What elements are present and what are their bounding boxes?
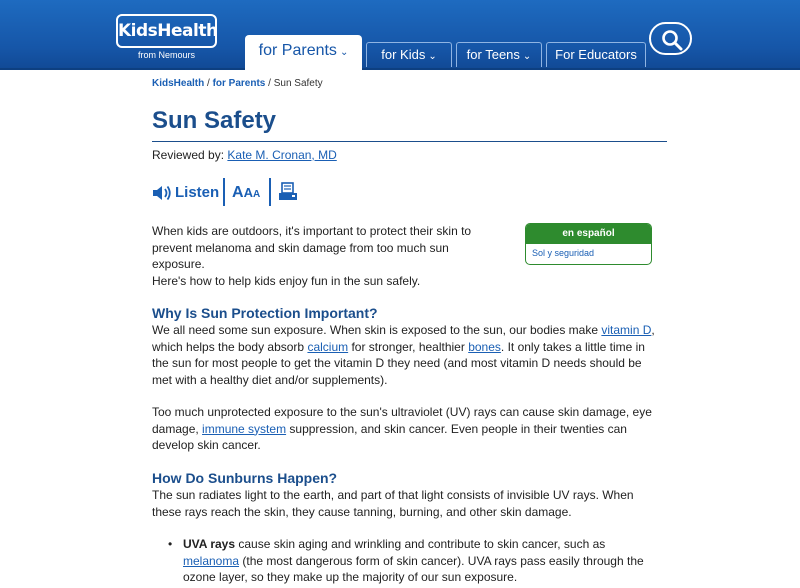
paragraph-uv-rays: The sun radiates light to the earth, and part of that light consists of invisible UV rays. When these rays reach the skin, they cause tanning, burning, and other skin damage. xyxy=(152,488,634,519)
link-vitamin-d[interactable]: vitamin D xyxy=(601,323,652,337)
text: Too much unprotected exposure to the sun's ultraviolet (UV) rays can cause skin damage, eye damage, xyxy=(152,405,652,436)
reviewed-by xyxy=(152,148,337,162)
text-size-button[interactable] xyxy=(232,184,260,202)
section-heading-why: Why Is Sun Protection Important? xyxy=(152,305,378,321)
text: . It only takes a little time in the sun for most people to get the vitamin D they need (and most vitamin D needs should be met with a healthy diet and/or supplements). xyxy=(152,339,645,387)
breadcrumb-for-parents[interactable]: for Parents xyxy=(212,78,266,89)
section-heading-sunburns: How Do Sunburns Happen? xyxy=(152,470,338,486)
breadcrumb-separator: / xyxy=(268,78,271,89)
search-icon xyxy=(661,29,683,51)
spanish-version-box xyxy=(525,223,652,265)
breadcrumb xyxy=(152,78,323,89)
logo-text: KidsHealth xyxy=(118,21,218,41)
reviewer-link[interactable]: Kate M. Cronan, MD xyxy=(227,148,337,162)
speaker-icon xyxy=(152,184,174,202)
breadcrumb-current: Sun Safety xyxy=(273,78,323,89)
tab-for-teens[interactable] xyxy=(456,42,542,67)
uv-types-list xyxy=(168,536,662,586)
breadcrumb-separator: / xyxy=(207,78,210,89)
reviewed-label: Reviewed by: xyxy=(152,148,225,162)
logo-subtitle: from Nemours xyxy=(138,50,196,60)
text: cause skin aging and wrinkling and contribute to skin cancer, such as xyxy=(235,537,606,551)
title-divider xyxy=(152,141,667,142)
spanish-heading: en español xyxy=(526,224,651,244)
print-icon xyxy=(278,182,298,202)
text-size-small: A xyxy=(252,189,261,200)
listen-label: Listen xyxy=(175,184,220,201)
tool-divider xyxy=(223,178,225,206)
search-button[interactable] xyxy=(649,22,692,55)
tool-divider xyxy=(269,178,271,206)
text-size-large: A xyxy=(232,184,244,201)
paragraph-vitamin-d xyxy=(152,322,662,388)
list-item xyxy=(168,536,662,586)
kidshealth-logo[interactable] xyxy=(116,14,217,48)
chevron-down-icon: ⌄ xyxy=(522,51,532,62)
page-title: Sun Safety xyxy=(152,107,277,134)
tab-label: For Educators xyxy=(555,47,637,62)
text: suppression, and skin cancer. Even people in their twenties can develop skin cancer. xyxy=(152,421,627,452)
text: (the most dangerous form of skin cancer). UVA rays pass easily through the ozone layer, so they make up the majority of our sun exposure. xyxy=(183,553,644,584)
spanish-article-link[interactable]: Sol y seguridad xyxy=(532,248,595,258)
chevron-down-icon: ⌄ xyxy=(428,51,437,62)
breadcrumb-kidshealth[interactable]: KidsHealth xyxy=(152,78,205,89)
tab-label: for Teens xyxy=(466,47,520,62)
tab-for-educators[interactable] xyxy=(546,42,646,67)
tab-label: for Kids xyxy=(381,47,426,62)
tab-for-kids[interactable] xyxy=(366,42,452,67)
link-calcium[interactable]: calcium xyxy=(307,339,349,354)
text: for stronger, healthier xyxy=(348,339,469,354)
link-bones[interactable]: bones xyxy=(468,339,501,354)
paragraph-uv-exposure xyxy=(152,404,662,454)
intro-paragraph-2: Here's how to help kids enjoy fun in the sun safely. xyxy=(152,274,421,288)
text: We all need some sun exposure. When skin is exposed to the sun, our bodies make xyxy=(152,323,602,337)
link-melanoma[interactable]: melanoma xyxy=(183,553,240,568)
chevron-down-icon: ⌄ xyxy=(339,47,349,58)
link-immune-system[interactable]: immune system xyxy=(202,421,287,436)
text: , which helps the body absorb xyxy=(152,323,655,354)
intro-paragraph: When kids are outdoors, it's important to protect their skin to prevent melanoma and skin damage from too much sun exposure. xyxy=(152,224,472,271)
print-button[interactable] xyxy=(278,182,298,207)
tab-for-parents[interactable] xyxy=(245,35,362,70)
text-size-medium: A xyxy=(243,185,253,200)
site-header xyxy=(0,0,800,70)
tab-label: for Parents xyxy=(258,42,337,59)
bullet-term: UVA rays xyxy=(183,537,236,551)
